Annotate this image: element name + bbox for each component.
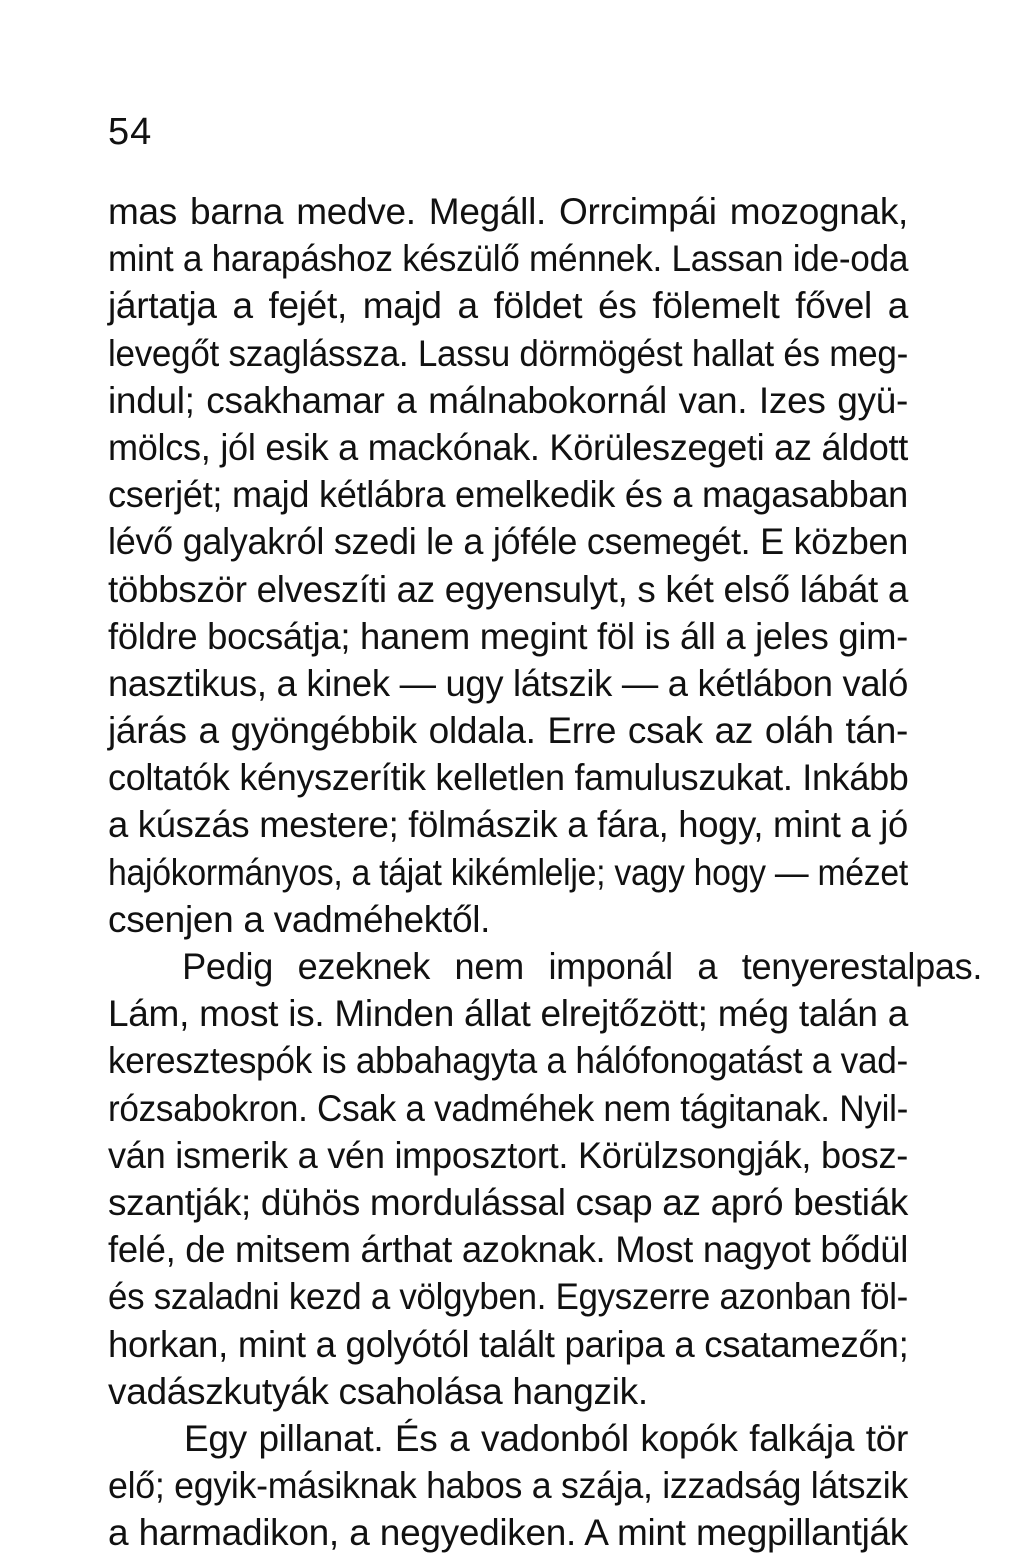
text-line: mint a harapáshoz készülő ménnek. Lassan ide-oda	[108, 238, 909, 280]
text-line: cserjét; majd kétlábra emelkedik és a magasabban	[108, 474, 908, 516]
body-text	[108, 188, 983, 1556]
text-line: Lám, most is. Minden állat elrejtőzött; még talán a	[108, 993, 908, 1035]
text-line: többször elveszíti az egyensulyt, s két első lábát a	[108, 568, 909, 610]
text-line: horkan, mint a golyótól talált paripa a csatamezőn;	[108, 1323, 909, 1365]
text-line: hajókormányos, a tájat kikémlelje; vagy hogy — mézet	[108, 851, 908, 893]
text-line: lévő galyakról szedi le a jóféle csemegét. E közben	[108, 521, 908, 563]
text-line: ván ismerik a vén imposztort. Körülzsongják, bosz-	[108, 1134, 909, 1176]
text-line: a kúszás mestere; fölmászik a fára, hogy, mint a jó	[108, 804, 908, 846]
text-line: földre bocsátja; hanem megint föl is áll a jeles gim-	[108, 615, 908, 657]
text-line: mas barna medve. Megáll. Orrcimpái mozognak,	[108, 191, 908, 232]
page-number: 54	[108, 111, 153, 153]
text-line: coltatók kényszerítik kelletlen famuluszukat. Inkább	[108, 757, 909, 799]
text-line: indul; csakhamar a málnabokornál van. Izes gyü-	[108, 379, 908, 421]
text-line: és szaladni kezd a völgyben. Egyszerre azonban föl-	[108, 1276, 909, 1318]
text-line: vadászkutyák csaholása hangzik.	[108, 1370, 648, 1412]
text-line: járás a gyöngébbik oldala. Erre csak az oláh tán-	[108, 710, 908, 752]
text-line: levegőt szaglássza. Lassu dörmögést hallat és meg-	[108, 332, 908, 374]
text-line: mölcs, jól esik a mackónak. Körüleszegeti az áldott	[108, 426, 908, 468]
text-line: elő; egyik-másiknak habos a szája, izzadság látszik	[108, 1465, 909, 1507]
text-line: felé, de mitsem árthat azoknak. Most nagyot bődül	[108, 1229, 909, 1271]
text-line: rózsabokron. Csak a vadméhek nem tágitanak. Nyil-	[108, 1087, 909, 1129]
text-line: Egy pillanat. És a vadonból kopók falkája tör	[184, 1417, 908, 1459]
text-line: a harmadikon, a negyediken. A mint megpillantják	[108, 1512, 908, 1554]
text-line: Pedig ezeknek nem imponál a tenyerestalpas.	[182, 946, 983, 987]
text-line: csenjen a vadméhektől.	[108, 898, 491, 940]
text-line: jártatja a fejét, majd a földet és fölemelt fővel a	[108, 285, 908, 327]
text-line: szantják; dühös mordulással csap az apró bestiák	[108, 1181, 909, 1223]
text-line: keresztespók is abbahagyta a hálófonogatást a vad-	[108, 1040, 908, 1082]
text-line: nasztikus, a kinek — ugy látszik — a kétlábon való	[108, 662, 908, 704]
